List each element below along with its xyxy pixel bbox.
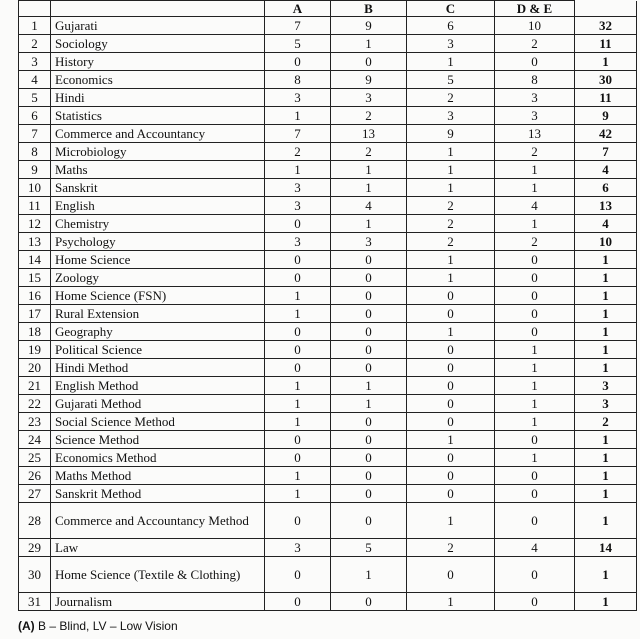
value-b-cell: 0 — [331, 269, 407, 287]
value-de-cell: 0 — [495, 503, 575, 539]
value-c-cell: 1 — [407, 143, 495, 161]
serial-cell: 18 — [19, 323, 51, 341]
value-b-cell: 0 — [331, 323, 407, 341]
subject-cell: Political Science — [51, 341, 265, 359]
value-de-cell: 0 — [495, 305, 575, 323]
subject-cell: Microbiology — [51, 143, 265, 161]
value-b-cell: 0 — [331, 341, 407, 359]
value-de-cell: 1 — [495, 413, 575, 431]
value-c-cell: 1 — [407, 251, 495, 269]
subject-cell: Chemistry — [51, 215, 265, 233]
value-a-cell: 1 — [265, 287, 331, 305]
table-row — [19, 17, 637, 35]
table-row — [19, 395, 637, 413]
value-de-cell: 0 — [495, 53, 575, 71]
total-cell: 1 — [575, 359, 637, 377]
table-row — [19, 557, 637, 593]
value-c-cell: 1 — [407, 593, 495, 611]
value-de-cell: 0 — [495, 431, 575, 449]
value-c-cell: 9 — [407, 125, 495, 143]
value-de-cell: 4 — [495, 539, 575, 557]
subject-cell: Sociology — [51, 35, 265, 53]
value-de-cell: 2 — [495, 143, 575, 161]
value-de-cell: 1 — [495, 215, 575, 233]
table-row — [19, 359, 637, 377]
total-cell: 30 — [575, 71, 637, 89]
disability-subject-table — [18, 0, 637, 611]
value-a-cell: 3 — [265, 539, 331, 557]
serial-cell: 1 — [19, 17, 51, 35]
table-row — [19, 215, 637, 233]
value-a-cell: 0 — [265, 593, 331, 611]
header-subject — [51, 1, 265, 17]
value-c-cell: 0 — [407, 341, 495, 359]
table-row — [19, 233, 637, 251]
value-de-cell: 2 — [495, 35, 575, 53]
value-b-cell: 0 — [331, 251, 407, 269]
value-a-cell: 0 — [265, 323, 331, 341]
header-col-c: C — [407, 1, 495, 17]
value-a-cell: 1 — [265, 107, 331, 125]
total-cell: 2 — [575, 413, 637, 431]
serial-cell: 17 — [19, 305, 51, 323]
subject-cell: Journalism — [51, 593, 265, 611]
value-de-cell: 1 — [495, 359, 575, 377]
subject-cell: Commerce and Accountancy Method — [51, 503, 265, 539]
serial-cell: 23 — [19, 413, 51, 431]
value-c-cell: 3 — [407, 35, 495, 53]
value-c-cell: 0 — [407, 413, 495, 431]
value-de-cell: 1 — [495, 377, 575, 395]
serial-cell: 11 — [19, 197, 51, 215]
table-row — [19, 323, 637, 341]
subject-cell: Gujarati — [51, 17, 265, 35]
value-de-cell: 0 — [495, 323, 575, 341]
value-c-cell: 2 — [407, 197, 495, 215]
table-row — [19, 485, 637, 503]
serial-cell: 6 — [19, 107, 51, 125]
value-b-cell: 5 — [331, 539, 407, 557]
serial-cell: 15 — [19, 269, 51, 287]
value-a-cell: 3 — [265, 89, 331, 107]
serial-cell: 14 — [19, 251, 51, 269]
header-col-a: A — [265, 1, 331, 17]
serial-cell: 27 — [19, 485, 51, 503]
serial-cell: 29 — [19, 539, 51, 557]
value-de-cell: 10 — [495, 17, 575, 35]
total-cell: 3 — [575, 377, 637, 395]
subject-cell: Zoology — [51, 269, 265, 287]
value-b-cell: 1 — [331, 35, 407, 53]
subject-cell: Sanskrit Method — [51, 485, 265, 503]
value-de-cell: 1 — [495, 179, 575, 197]
serial-cell: 19 — [19, 341, 51, 359]
value-de-cell: 0 — [495, 557, 575, 593]
subject-cell: Economics — [51, 71, 265, 89]
value-b-cell: 1 — [331, 377, 407, 395]
value-c-cell: 2 — [407, 215, 495, 233]
total-cell: 4 — [575, 161, 637, 179]
value-c-cell: 5 — [407, 71, 495, 89]
value-c-cell: 3 — [407, 107, 495, 125]
table-row — [19, 431, 637, 449]
table-row — [19, 593, 637, 611]
value-b-cell: 0 — [331, 485, 407, 503]
value-c-cell: 0 — [407, 359, 495, 377]
value-b-cell: 0 — [331, 593, 407, 611]
value-a-cell: 1 — [265, 377, 331, 395]
table-row — [19, 449, 637, 467]
serial-cell: 10 — [19, 179, 51, 197]
table-row — [19, 503, 637, 539]
header-col-de: D & E — [495, 1, 575, 17]
header-col-b: B — [331, 1, 407, 17]
value-de-cell: 1 — [495, 395, 575, 413]
total-cell: 14 — [575, 539, 637, 557]
subject-cell: Law — [51, 539, 265, 557]
total-cell: 1 — [575, 593, 637, 611]
total-cell: 1 — [575, 323, 637, 341]
table-row — [19, 71, 637, 89]
total-cell: 11 — [575, 89, 637, 107]
value-de-cell: 8 — [495, 71, 575, 89]
table-row — [19, 197, 637, 215]
value-b-cell: 4 — [331, 197, 407, 215]
value-c-cell: 2 — [407, 233, 495, 251]
value-a-cell: 0 — [265, 341, 331, 359]
subject-cell: Geography — [51, 323, 265, 341]
value-b-cell: 0 — [331, 359, 407, 377]
value-b-cell: 0 — [331, 53, 407, 71]
total-cell: 4 — [575, 215, 637, 233]
table-row — [19, 107, 637, 125]
value-a-cell: 0 — [265, 53, 331, 71]
subject-cell: Home Science (FSN) — [51, 287, 265, 305]
value-de-cell: 1 — [495, 161, 575, 179]
value-b-cell: 0 — [331, 467, 407, 485]
value-b-cell: 1 — [331, 179, 407, 197]
subject-cell: Maths Method — [51, 467, 265, 485]
subject-cell: Economics Method — [51, 449, 265, 467]
value-a-cell: 2 — [265, 143, 331, 161]
table-row — [19, 467, 637, 485]
value-de-cell: 0 — [495, 467, 575, 485]
table-row — [19, 305, 637, 323]
value-de-cell: 1 — [495, 341, 575, 359]
value-de-cell: 0 — [495, 593, 575, 611]
value-b-cell: 13 — [331, 125, 407, 143]
value-c-cell: 0 — [407, 557, 495, 593]
table-row — [19, 269, 637, 287]
serial-cell: 9 — [19, 161, 51, 179]
value-c-cell: 6 — [407, 17, 495, 35]
table-row — [19, 143, 637, 161]
subject-cell: Commerce and Accountancy — [51, 125, 265, 143]
subject-cell: Sanskrit — [51, 179, 265, 197]
value-b-cell: 9 — [331, 17, 407, 35]
value-c-cell: 0 — [407, 467, 495, 485]
table-row — [19, 251, 637, 269]
value-c-cell: 1 — [407, 503, 495, 539]
total-cell: 1 — [575, 557, 637, 593]
value-c-cell: 2 — [407, 539, 495, 557]
table-row — [19, 125, 637, 143]
value-de-cell: 4 — [495, 197, 575, 215]
value-b-cell: 0 — [331, 305, 407, 323]
serial-cell: 5 — [19, 89, 51, 107]
value-a-cell: 0 — [265, 215, 331, 233]
value-c-cell: 0 — [407, 377, 495, 395]
total-cell: 1 — [575, 431, 637, 449]
value-c-cell: 1 — [407, 431, 495, 449]
subject-cell: English Method — [51, 377, 265, 395]
serial-cell: 25 — [19, 449, 51, 467]
table-row — [19, 53, 637, 71]
value-a-cell: 0 — [265, 449, 331, 467]
footnote-text: B – Blind, LV – Low Vision — [34, 619, 178, 633]
serial-cell: 4 — [19, 71, 51, 89]
table-row — [19, 179, 637, 197]
value-b-cell: 1 — [331, 215, 407, 233]
total-cell: 6 — [575, 179, 637, 197]
serial-cell: 24 — [19, 431, 51, 449]
value-a-cell: 1 — [265, 467, 331, 485]
subject-cell: Psychology — [51, 233, 265, 251]
total-cell: 1 — [575, 503, 637, 539]
value-b-cell: 0 — [331, 503, 407, 539]
table-row — [19, 539, 637, 557]
serial-cell: 21 — [19, 377, 51, 395]
value-c-cell: 1 — [407, 269, 495, 287]
value-b-cell: 1 — [331, 557, 407, 593]
value-a-cell: 1 — [265, 413, 331, 431]
value-a-cell: 3 — [265, 197, 331, 215]
total-cell: 1 — [575, 251, 637, 269]
value-a-cell: 1 — [265, 485, 331, 503]
total-cell: 1 — [575, 269, 637, 287]
value-b-cell: 2 — [331, 143, 407, 161]
value-b-cell: 3 — [331, 89, 407, 107]
subject-cell: Home Science (Textile & Clothing) — [51, 557, 265, 593]
value-a-cell: 0 — [265, 431, 331, 449]
value-a-cell: 5 — [265, 35, 331, 53]
total-cell: 1 — [575, 287, 637, 305]
table-row — [19, 413, 637, 431]
serial-cell: 13 — [19, 233, 51, 251]
total-cell: 1 — [575, 53, 637, 71]
subject-cell: Rural Extension — [51, 305, 265, 323]
subject-cell: Hindi — [51, 89, 265, 107]
table-row — [19, 89, 637, 107]
value-de-cell: 0 — [495, 485, 575, 503]
header-row — [19, 1, 637, 17]
value-c-cell: 0 — [407, 287, 495, 305]
serial-cell: 30 — [19, 557, 51, 593]
total-cell: 13 — [575, 197, 637, 215]
value-de-cell: 0 — [495, 269, 575, 287]
value-b-cell: 0 — [331, 287, 407, 305]
table-row — [19, 161, 637, 179]
value-a-cell: 7 — [265, 125, 331, 143]
serial-cell: 22 — [19, 395, 51, 413]
header-total — [575, 1, 637, 17]
value-a-cell: 1 — [265, 395, 331, 413]
total-cell: 32 — [575, 17, 637, 35]
subject-cell: Maths — [51, 161, 265, 179]
serial-cell: 28 — [19, 503, 51, 539]
value-c-cell: 1 — [407, 179, 495, 197]
value-de-cell: 3 — [495, 89, 575, 107]
value-a-cell: 0 — [265, 251, 331, 269]
subject-cell: Gujarati Method — [51, 395, 265, 413]
footnote — [18, 619, 178, 633]
table-row — [19, 377, 637, 395]
value-a-cell: 0 — [265, 503, 331, 539]
total-cell: 42 — [575, 125, 637, 143]
value-de-cell: 3 — [495, 107, 575, 125]
serial-cell: 20 — [19, 359, 51, 377]
header-serial — [19, 1, 51, 17]
value-de-cell: 0 — [495, 251, 575, 269]
value-a-cell: 0 — [265, 557, 331, 593]
serial-cell: 16 — [19, 287, 51, 305]
subject-cell: Statistics — [51, 107, 265, 125]
value-a-cell: 1 — [265, 161, 331, 179]
value-a-cell: 1 — [265, 305, 331, 323]
serial-cell: 7 — [19, 125, 51, 143]
total-cell: 1 — [575, 449, 637, 467]
value-c-cell: 1 — [407, 53, 495, 71]
value-b-cell: 2 — [331, 107, 407, 125]
total-cell: 1 — [575, 485, 637, 503]
value-b-cell: 0 — [331, 431, 407, 449]
value-a-cell: 3 — [265, 233, 331, 251]
total-cell: 1 — [575, 467, 637, 485]
footnote-marker: (A) — [18, 619, 35, 633]
value-c-cell: 0 — [407, 395, 495, 413]
serial-cell: 2 — [19, 35, 51, 53]
serial-cell: 8 — [19, 143, 51, 161]
value-a-cell: 0 — [265, 359, 331, 377]
total-cell: 1 — [575, 341, 637, 359]
value-b-cell: 0 — [331, 413, 407, 431]
subject-cell: Home Science — [51, 251, 265, 269]
serial-cell: 26 — [19, 467, 51, 485]
subject-cell: Social Science Method — [51, 413, 265, 431]
table-row — [19, 341, 637, 359]
value-a-cell: 0 — [265, 269, 331, 287]
value-c-cell: 1 — [407, 323, 495, 341]
value-c-cell: 0 — [407, 305, 495, 323]
table-row — [19, 35, 637, 53]
value-a-cell: 8 — [265, 71, 331, 89]
value-b-cell: 1 — [331, 161, 407, 179]
total-cell: 9 — [575, 107, 637, 125]
value-c-cell: 0 — [407, 449, 495, 467]
subject-cell: Science Method — [51, 431, 265, 449]
total-cell: 7 — [575, 143, 637, 161]
value-b-cell: 1 — [331, 395, 407, 413]
subject-cell: Hindi Method — [51, 359, 265, 377]
value-de-cell: 13 — [495, 125, 575, 143]
value-b-cell: 9 — [331, 71, 407, 89]
subject-cell: English — [51, 197, 265, 215]
value-a-cell: 3 — [265, 179, 331, 197]
value-b-cell: 0 — [331, 449, 407, 467]
total-cell: 11 — [575, 35, 637, 53]
value-de-cell: 0 — [495, 287, 575, 305]
value-b-cell: 3 — [331, 233, 407, 251]
value-de-cell: 2 — [495, 233, 575, 251]
total-cell: 1 — [575, 305, 637, 323]
value-a-cell: 7 — [265, 17, 331, 35]
total-cell: 10 — [575, 233, 637, 251]
value-c-cell: 2 — [407, 89, 495, 107]
table-body — [19, 17, 637, 611]
value-c-cell: 0 — [407, 485, 495, 503]
serial-cell: 31 — [19, 593, 51, 611]
total-cell: 3 — [575, 395, 637, 413]
value-c-cell: 1 — [407, 161, 495, 179]
value-de-cell: 1 — [495, 449, 575, 467]
serial-cell: 3 — [19, 53, 51, 71]
subject-cell: History — [51, 53, 265, 71]
serial-cell: 12 — [19, 215, 51, 233]
table-row — [19, 287, 637, 305]
